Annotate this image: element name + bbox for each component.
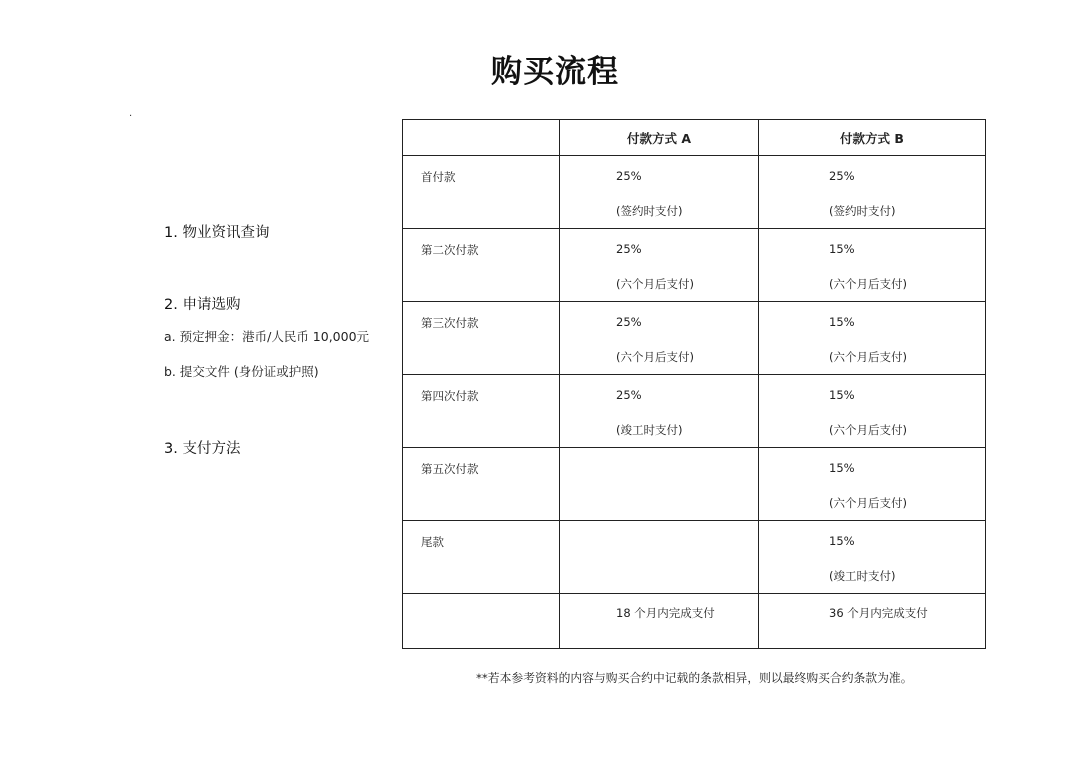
plan-a-note: (六个月后支付) <box>616 277 694 291</box>
row-label: 尾款 <box>421 535 444 549</box>
plan-b-value: 15% <box>829 388 855 402</box>
plan-b-note: (六个月后支付) <box>829 423 907 437</box>
row-label: 第五次付款 <box>421 462 479 476</box>
plan-b-note: (六个月后支付) <box>829 496 907 510</box>
plan-b-value: 15% <box>829 315 855 329</box>
plan-b-value: 25% <box>829 169 855 183</box>
table-row <box>403 156 986 229</box>
row-label: 第三次付款 <box>421 316 479 330</box>
row-label: 第二次付款 <box>421 243 479 257</box>
plan-a-value: 25% <box>616 169 642 183</box>
page-title: 购买流程 <box>491 54 619 90</box>
row-label: 第四次付款 <box>421 389 479 403</box>
table-total-row <box>403 594 986 649</box>
disclaimer-footnote: **若本参考资料的内容与购买合约中记载的条款相异，则以最终购买合约条款为准。 <box>476 671 913 685</box>
plan-b-value: 15% <box>829 534 855 548</box>
plan-a-note <box>560 461 758 481</box>
table-row <box>403 448 986 521</box>
header-plan-b: 付款方式 B <box>759 120 986 156</box>
payment-table <box>402 119 986 649</box>
plan-b-value: 15% <box>829 461 855 475</box>
step-documents-note: b. 提交文件 (身份证或护照) <box>164 364 319 379</box>
plan-a-value <box>560 521 758 534</box>
table-row <box>403 302 986 375</box>
header-plan-a: 付款方式 A <box>560 120 759 156</box>
table-row <box>403 521 986 594</box>
plan-a-note: (六个月后支付) <box>616 350 694 364</box>
plan-b-note: (六个月后支付) <box>829 350 907 364</box>
step-payment-method: 3. 支付方法 <box>164 441 241 457</box>
table-row <box>403 229 986 302</box>
step-deposit-note: a. 预定押金：港币/人民币 10,000元 <box>164 329 370 344</box>
plan-a-note: (竣工时支付) <box>616 423 683 437</box>
plan-a-value: 25% <box>616 315 642 329</box>
header-blank <box>403 120 560 156</box>
plan-a-value: 25% <box>616 242 642 256</box>
plan-a-note: (签约时支付) <box>616 204 683 218</box>
step-apply-purchase: 2. 申请选购 <box>164 297 241 313</box>
table-header-row <box>403 120 986 156</box>
plan-b-total: 36 个月内完成支付 <box>829 606 928 620</box>
plan-a-value: 25% <box>616 388 642 402</box>
total-label <box>403 594 559 607</box>
plan-a-note <box>560 534 758 554</box>
plan-b-note: (六个月后支付) <box>829 277 907 291</box>
plan-b-note: (签约时支付) <box>829 204 896 218</box>
step-property-inquiry: 1. 物业资讯查询 <box>164 225 270 241</box>
plan-b-value: 15% <box>829 242 855 256</box>
plan-a-total: 18 个月内完成支付 <box>616 606 715 620</box>
bullet-marker: . <box>129 108 133 119</box>
table-row <box>403 375 986 448</box>
plan-b-note: (竣工时支付) <box>829 569 896 583</box>
plan-a-value <box>560 448 758 461</box>
row-label: 首付款 <box>421 170 456 184</box>
